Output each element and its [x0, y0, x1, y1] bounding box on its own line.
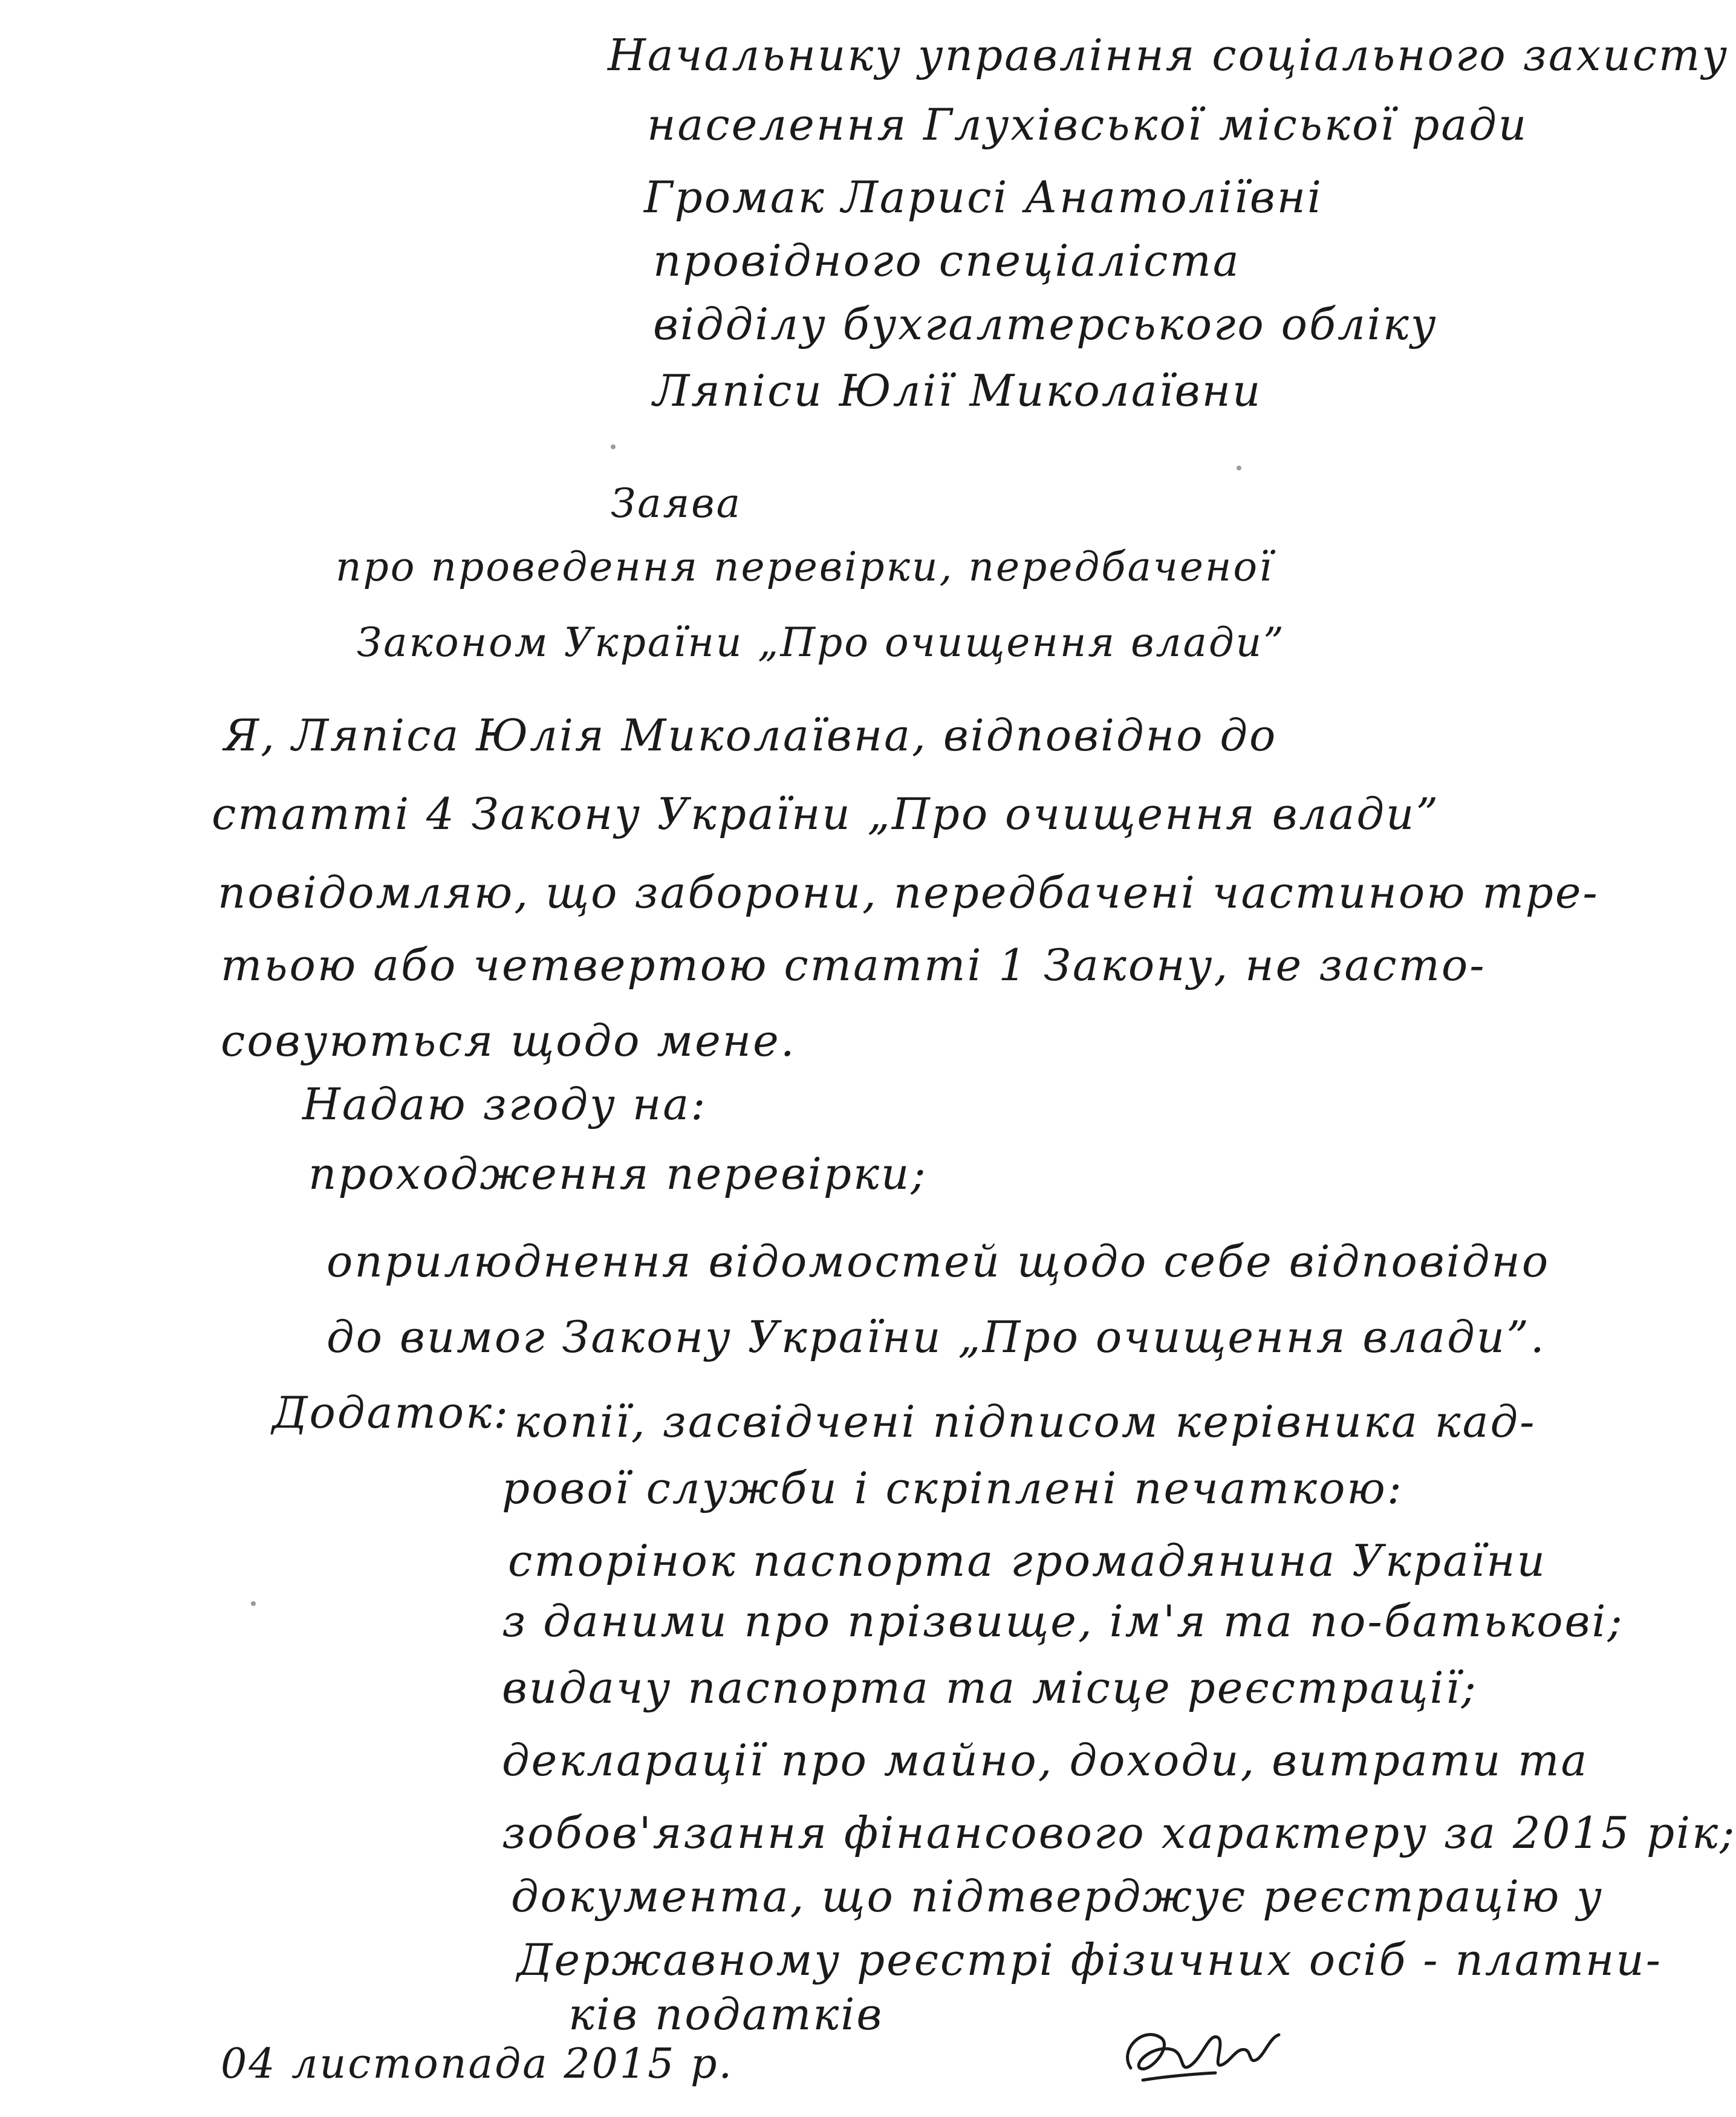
sender-line: провідного спеціаліста	[653, 235, 1241, 286]
attachment-line: видачу паспорта та місце реєстрації;	[502, 1662, 1478, 1713]
attachment-line: з даними про прізвище, ім'я та по-батькові;	[502, 1596, 1624, 1647]
attachment-line: документа, що підтверджує реєстрацію у	[511, 1871, 1604, 1922]
document-date: 04 листопада 2015 р.	[221, 2040, 734, 2088]
attachment-line: ків податків	[568, 1989, 884, 2040]
attachment-line: рової служби і скріплені печаткою:	[502, 1463, 1404, 1514]
attachment-line: копії, засвідчені підписом керівника кад-	[514, 1396, 1536, 1447]
attachment-line: сторінок паспорта громадянина України	[508, 1535, 1547, 1586]
statement-line: повідомляю, що заборони, передбачені частиною тре-	[218, 867, 1599, 918]
document-subtitle: про проведення перевірки, передбаченої	[336, 544, 1274, 590]
consent-line: оприлюднення відомостей щодо себе відповідно	[327, 1236, 1550, 1287]
scan-speck	[611, 444, 616, 449]
sender-line: відділу бухгалтерського обліку	[653, 299, 1438, 350]
statement-line: статті 4 Закону України „Про очищення влади”	[212, 789, 1440, 839]
attachment-line: зобов'язання фінансового характеру за 2015 рік;	[502, 1807, 1736, 1858]
statement-line: совуються щодо мене.	[221, 1015, 796, 1066]
attachment-line: Державному реєстрі фізичних осіб - платни-	[517, 1934, 1663, 1985]
attachment-line: декларації про майно, доходи, витрати та	[502, 1735, 1589, 1786]
statement-line: тьою або четвертою статті 1 Закону, не засто-	[221, 940, 1486, 990]
document-subtitle: Законом України „Про очищення влади”	[357, 619, 1286, 666]
document-title: Заява	[611, 480, 742, 527]
addressee-line: Начальнику управління соціального захисту	[608, 30, 1729, 80]
statement-line: Я, Ляпіса Юлія Миколаївна, відповідно до	[224, 710, 1278, 761]
addressee-line: Громак Ларисі Анатоліївні	[644, 172, 1324, 223]
addressee-line: населення Глухівської міської ради	[647, 99, 1529, 150]
sender-line: Ляпіси Юлії Миколаївни	[653, 365, 1263, 416]
consent-line: Надаю згоду на:	[302, 1079, 707, 1130]
consent-line: проходження перевірки;	[308, 1148, 928, 1199]
handwritten-signature	[1107, 2002, 1288, 2092]
attachment-label: Додаток:	[272, 1387, 510, 1438]
consent-line: до вимог Закону України „Про очищення влади”.	[327, 1312, 1546, 1362]
scan-speck	[251, 1601, 256, 1606]
scan-speck	[1237, 466, 1241, 470]
